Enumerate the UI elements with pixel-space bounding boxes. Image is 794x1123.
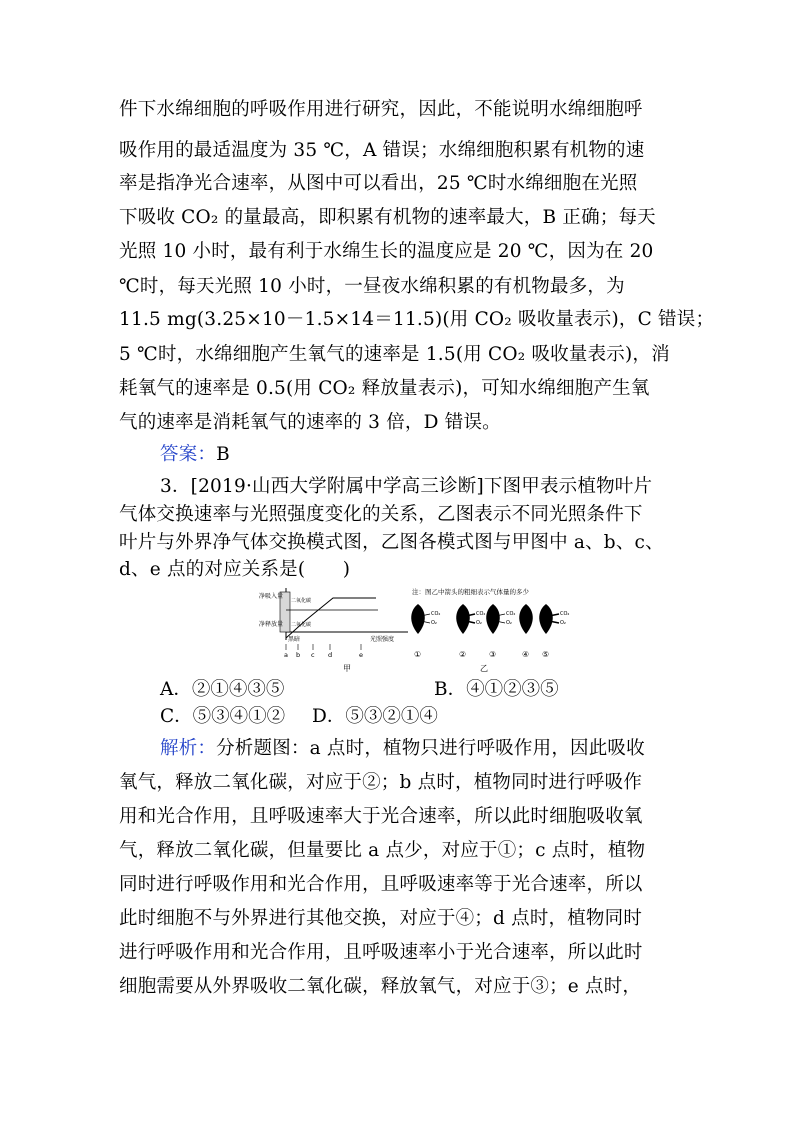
text-line: 气的速率是消耗氧气的速率的 3 倍，D 错误。 — [119, 412, 501, 433]
diagram-yi — [411, 587, 569, 673]
y-bottom-bar: 二氧化碳 — [291, 622, 312, 628]
analysis-line: 细胞需要从外界吸收二氧化碳，释放氧气，对应于③；e 点时， — [119, 976, 642, 997]
analysis-line: 气，释放二氧化碳，但量要比 a 点少，对应于①；c 点时，植物 — [119, 840, 646, 861]
analysis-line: 氧气，释放二氧化碳，对应于②；b 点时，植物同时进行呼吸作 — [119, 772, 643, 793]
question-line: 叶片与外界净气体交换模式图，乙图各模式图与甲图中 a、b、c、 — [119, 532, 664, 553]
figure-note: 注：图乙中箭头的粗细表示气体量的多少 — [412, 588, 529, 596]
gas-label-co2: CO₂ — [476, 611, 486, 617]
leaf-3 — [486, 604, 515, 659]
option-b[interactable]: B．④①②③⑤ — [434, 679, 559, 700]
y-label-top: 净吸入量 — [259, 593, 284, 600]
y-label-bottom: 净释放量 — [259, 621, 284, 628]
point-markers — [284, 644, 363, 659]
leaf-number: ③ — [489, 650, 497, 659]
caption-yi: 乙 — [480, 664, 488, 673]
question-line: 气体交换速率与光照强度变化的关系，乙图表示不同光照条件下 — [119, 504, 643, 525]
point-b: b — [296, 651, 301, 659]
gas-label-o2: O₂ — [506, 620, 512, 626]
text-line: 11.5 mg(3.25×10－1.5×14＝11.5)(用 CO₂ 吸收量表示)，C 错误； — [119, 309, 715, 330]
leaf-number: ① — [414, 650, 422, 659]
text-line: ℃时，每天光照 10 小时，一昼夜水绵积累的有机物最多，为 — [119, 276, 625, 297]
answer-label: 答案： — [160, 444, 217, 465]
analysis-line: 此时细胞不与外界进行其他交换，对应于④；d 点时，植物同时 — [119, 908, 643, 929]
leaf-icon — [519, 604, 533, 634]
leaf-2 — [456, 604, 485, 659]
analysis-line: 进行呼吸作用和光合作用，且呼吸速率小于光合速率，所以此时 — [119, 942, 643, 963]
question-line: 3．[2019·山西大学附属中学高三诊断]下图甲表示植物叶片 — [160, 476, 653, 497]
analysis-line: 用和光合作用，且呼吸速率大于光合速率，所以此时细胞吸收氧 — [119, 806, 643, 827]
analysis-line — [160, 737, 645, 761]
analysis-label: 解析： — [160, 738, 217, 759]
point-c: c — [311, 651, 315, 659]
gas-label-o2: O₂ — [476, 620, 482, 626]
gas-label-co2: CO₂ — [506, 611, 516, 617]
y-top-bar: 二氧化碳 — [291, 598, 312, 604]
option-a[interactable]: A．②①④③⑤ — [160, 679, 285, 700]
leaf-number: ④ — [522, 650, 530, 659]
leaf-5 — [539, 604, 569, 659]
gas-label-o2: O₂ — [560, 620, 566, 626]
text-line: 下吸收 CO₂ 的量最高，即积累有机物的速率最大，B 正确；每天 — [119, 207, 656, 228]
option-d[interactable]: D．⑤③②①④ — [312, 706, 438, 727]
leaf-1 — [411, 604, 440, 659]
leaf-icon — [539, 604, 553, 634]
gas-label-co2: CO₂ — [431, 611, 441, 617]
answer-line — [160, 443, 230, 467]
x-axis-label: 光照强度 — [370, 636, 395, 643]
text-line: 率是指净光合速率，从图中可以看出，25 ℃时水绵细胞在光照 — [119, 173, 638, 194]
x-dark-label: 黑暗 — [288, 636, 301, 643]
analysis-text: 分析题图：a 点时，植物只进行呼吸作用，因此吸收 — [216, 738, 645, 759]
point-d: d — [328, 651, 333, 659]
leaf-icon — [411, 604, 425, 634]
point-e: e — [359, 651, 363, 659]
graph-jia — [259, 588, 408, 673]
caption-jia: 甲 — [343, 664, 351, 673]
question-figure — [258, 584, 608, 676]
text-line: 吸作用的最适温度为 35 ℃，A 错误；水绵细胞积累有机物的速 — [119, 140, 645, 161]
text-line: 件下水绵细胞的呼吸作用进行研究，因此，不能说明水绵细胞呼 — [119, 99, 643, 120]
leaf-number: ② — [459, 650, 467, 659]
analysis-line: 同时进行呼吸作用和光合作用，且呼吸速率等于光合速率，所以 — [119, 874, 643, 895]
gas-label-co2: CO₂ — [560, 611, 570, 617]
question-line: d、e 点的对应关系是( ) — [119, 559, 351, 580]
leaf-icon — [456, 604, 470, 634]
leaf-icon — [486, 604, 500, 634]
option-c[interactable]: C．⑤③④①② — [160, 706, 286, 727]
point-a: a — [284, 651, 288, 659]
answer-value: B — [216, 444, 230, 465]
gas-label-o2: O₂ — [431, 620, 437, 626]
leaf-4 — [519, 604, 533, 659]
text-line: 5 ℃时，水绵细胞产生氧气的速率是 1.5(用 CO₂ 吸收量表示)，消 — [119, 344, 670, 365]
text-line: 耗氧气的速率是 0.5(用 CO₂ 释放量表示)，可知水绵细胞产生氧 — [119, 378, 650, 399]
leaf-number: ⑤ — [542, 650, 550, 659]
text-line: 光照 10 小时，最有利于水绵生长的温度应是 20 ℃，因为在 20 — [119, 241, 654, 262]
